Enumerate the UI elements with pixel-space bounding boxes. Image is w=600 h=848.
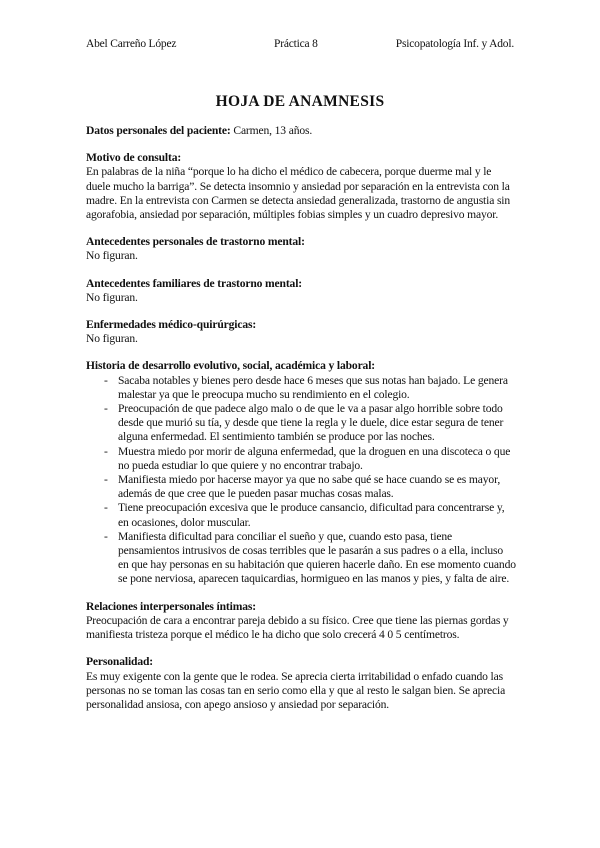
dash-bullet: -	[104, 501, 108, 515]
section-title: Antecedentes familiares de trastorno mental:	[86, 276, 302, 290]
history-list	[86, 374, 516, 587]
section-title: Relaciones interpersonales íntimas:	[86, 599, 256, 613]
section-body: En palabras de la niña “porque lo ha dicho el médico de cabecera, porque duerme mal y le duele mucho la barriga”. Se detecta insomnio y ansiedad por separación en la entrevista con la madre. En la entrevista con Carmen se detecta ansiedad generalizada, trastorno de angustia sin agorafobia, ansiedad por separación, múltiples fobias simples y un cuadro depresivo mayor.	[86, 165, 511, 222]
patient-data-section	[86, 124, 516, 138]
section-body: Es muy exigente con la gente que le rodea. Se aprecia cierta irritabilidad o enfado cuando las personas no se toman las cosas tan en serio como ella y que al resto le salgan bien. Se aprecia personalidad ansiosa, con apego ansioso y ansiedad por separación.	[86, 669, 506, 711]
section-title: Historia de desarrollo evolutivo, social, académica y laboral:	[86, 359, 375, 373]
document-title: HOJA DE ANAMNESIS	[215, 93, 385, 110]
dash-bullet: -	[104, 402, 108, 416]
section-title: Motivo de consulta:	[86, 151, 182, 165]
list-item	[86, 402, 516, 445]
list-item-text: Muestra miedo por morir de alguna enfermedad, que la droguen en una discoteca o que no pueda estudiar lo que quiere y no encontrar trabajo.	[118, 444, 511, 472]
section-body: No figuran.	[86, 249, 138, 263]
patient-data-value: Carmen, 13 años.	[230, 124, 313, 137]
list-item-text: Sacaba notables y bienes pero desde hace 6 meses que sus notas han bajado. Le genera malestar ya que le preocupa mucho su rendimiento en el colegio.	[118, 373, 508, 401]
personality-section	[86, 655, 516, 712]
dash-bullet: -	[104, 373, 108, 387]
section-body: Preocupación de cara a encontrar pareja debido a su físico. Cree que tiene las piernas gordas y manifiesta tristeza porque el médico le ha dicho que solo crecerá 4 0 5 centímetros.	[86, 613, 509, 642]
consultation-reason-section	[86, 151, 516, 222]
list-item-text: Manifiesta dificultad para conciliar el sueño y que, cuando esto pasa, tiene pensamientos intrusivos de cosas terribles que le pasarán a sus padres o a ella, incluso en que hay personas en su habitación que quieren hacerle daño. En ese momento cuando se pone nerviosa, aparecen taquicardias, hormigueo en las manos y pies, y falta de aire.	[118, 529, 516, 586]
list-item-text: Tiene preocupación excesiva que le produce cansancio, dificultad para concentrarse y, en ocasiones, dolor muscular.	[118, 501, 505, 529]
development-history-section	[86, 359, 516, 586]
family-history-section	[86, 277, 516, 305]
header-author: Abel Carreño López	[86, 38, 177, 50]
dash-bullet: -	[104, 444, 108, 458]
document-body	[86, 124, 516, 725]
list-item	[86, 445, 516, 473]
medical-surgical-section	[86, 318, 516, 346]
section-title: Enfermedades médico-quirúrgicas:	[86, 318, 257, 332]
section-title: Personalidad:	[86, 655, 153, 669]
header-subject: Psicopatología Inf. y Adol.	[395, 38, 514, 50]
personal-history-section	[86, 235, 516, 263]
list-item-text: Manifiesta miedo por hacerse mayor ya que no sabe qué se hace cuando se es mayor, además de que cree que le pueden pasar muchas cosas malas.	[118, 473, 501, 501]
section-title: Antecedentes personales de trastorno mental:	[86, 235, 305, 249]
list-item	[86, 501, 516, 529]
dash-bullet: -	[104, 529, 108, 543]
list-item	[86, 473, 516, 501]
header-practice: Práctica 8	[274, 38, 318, 50]
section-body: No figuran.	[86, 290, 138, 304]
list-item	[86, 530, 516, 587]
relations-section	[86, 600, 516, 643]
list-item-text: Preocupación de que padece algo malo o de que le va a pasar algo horrible sobre todo desde que murió su tía, y desde que tiene la regla y le duele, dice estar segura de tener alguna enfermedad. El sentimiento también se produce por las noches.	[118, 402, 504, 444]
dash-bullet: -	[104, 473, 108, 487]
patient-data-label: Datos personales del paciente:	[86, 124, 231, 137]
section-body: No figuran.	[86, 332, 138, 346]
list-item	[86, 374, 516, 402]
